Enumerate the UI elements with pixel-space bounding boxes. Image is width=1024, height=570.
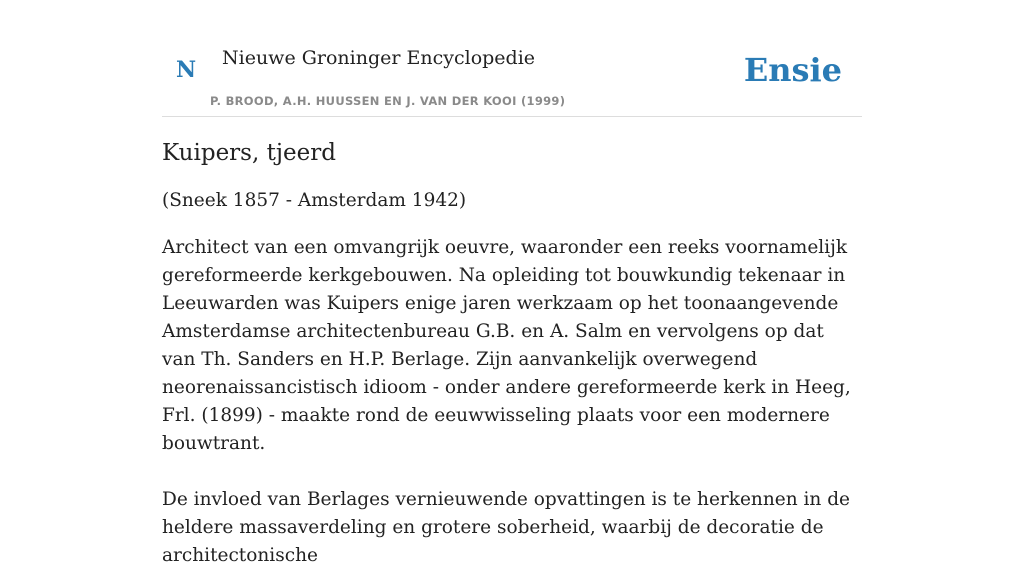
publication-logo-icon[interactable]: N [176,57,197,83]
article-content [162,136,862,570]
article-paragraph: Architect van een omvangrijk oeuvre, waaronder een reeks voornamelijk gereformeerde kerkgebouwen. Na opleiding tot bouwkundig tekenaar in Leeuwarden was Kuipers enige jaren werkzaam op het toonaangevende Amsterdamse architectenbureau G.B. en A. Salm en vervolgens op dat van Th. Sanders en H.P. Berlage. Zijn aanvankelijk overwegend neorenaissancistisch idioom - onder andere gereformeerde kerk in Heeg, Frl. (1899) - maakte rond de eeuwwisseling plaats voor een modernere bouwtrant. [162,237,851,454]
ensie-logo[interactable]: Ensie [743,51,842,89]
article-title: Kuipers, tjeerd [162,140,336,166]
publication-title-link[interactable]: Nieuwe Groninger Encyclopedie [222,47,536,69]
publication-authors: P. BROOD, A.H. HUUSSEN EN J. VAN DER KOOI (1999) [210,94,566,108]
article-subtitle: (Sneek 1857 - Amsterdam 1942) [162,190,467,211]
article-paragraph: De invloed van Berlages vernieuwende opvattingen is te herkennen in de heldere massaverdeling en grotere soberheid, waarbij de decoratie de architectonische [162,489,850,566]
site-header [162,0,862,117]
